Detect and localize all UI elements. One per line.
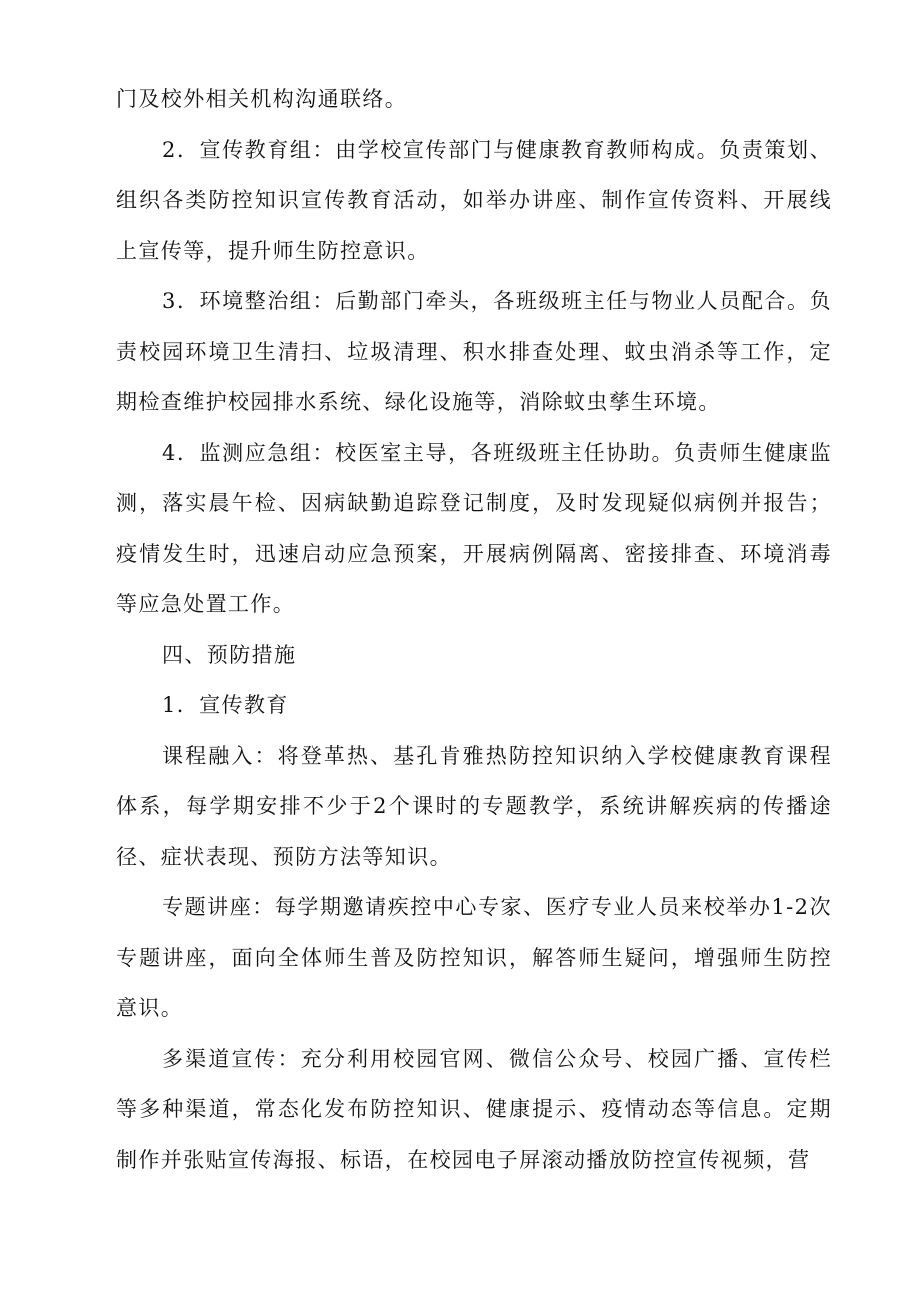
- paragraph-environment-group: 3．环境整治组：后勤部门牵头，各班级班主任与物业人员配合。负责校园环境卫生清扫、垃圾清理、积水排查处理、蚊虫消杀等工作，定期检查维护校园排水系统、绿化设施等，消除蚊虫孳生环境。: [116, 289, 832, 414]
- document-body: [116, 74, 832, 1185]
- paragraph-lectures: 专题讲座：每学期邀请疾控中心专家、医疗专业人员来校举办1-2次专题讲座，面向全体师生普及防控知识，解答师生疑问，增强师生防控意识。: [116, 895, 832, 1020]
- section-heading-prevention: 四、预防措施: [162, 642, 297, 667]
- paragraph-continuation: 门及校外相关机构沟通联络。: [116, 87, 408, 111]
- paragraph-monitoring-group: 4．监测应急组：校医室主导，各班级班主任协助。负责师生健康监测，落实晨午检、因病缺勤追踪登记制度，及时发现疑似病例并报告；疫情发生时，迅速启动应急预案，开展病例隔离、密接排查、环境消毒等应急处置工作。: [116, 440, 832, 616]
- paragraph-curriculum: 课程融入：将登革热、基孔肯雅热防控知识纳入学校健康教育课程体系，每学期安排不少于2个课时的专题教学，系统讲解疾病的传播途径、症状表现、预防方法等知识。: [116, 743, 832, 869]
- subheading-publicity-education: 1．宣传教育: [162, 693, 289, 717]
- paragraph-publicity-group: 2．宣传教育组：由学校宣传部门与健康教育教师构成。负责策划、组织各类防控知识宣传教育活动，如举办讲座、制作宣传资料、开展线上宣传等，提升师生防控意识。: [116, 137, 832, 263]
- paragraph-multichannel: 多渠道宣传：充分利用校园官网、微信公众号、校园广播、宣传栏等多种渠道，常态化发布防控知识、健康提示、疫情动态等信息。定期制作并张贴宣传海报、标语，在校园电子屏滚动播放防控宣传视频，营: [116, 1046, 832, 1172]
